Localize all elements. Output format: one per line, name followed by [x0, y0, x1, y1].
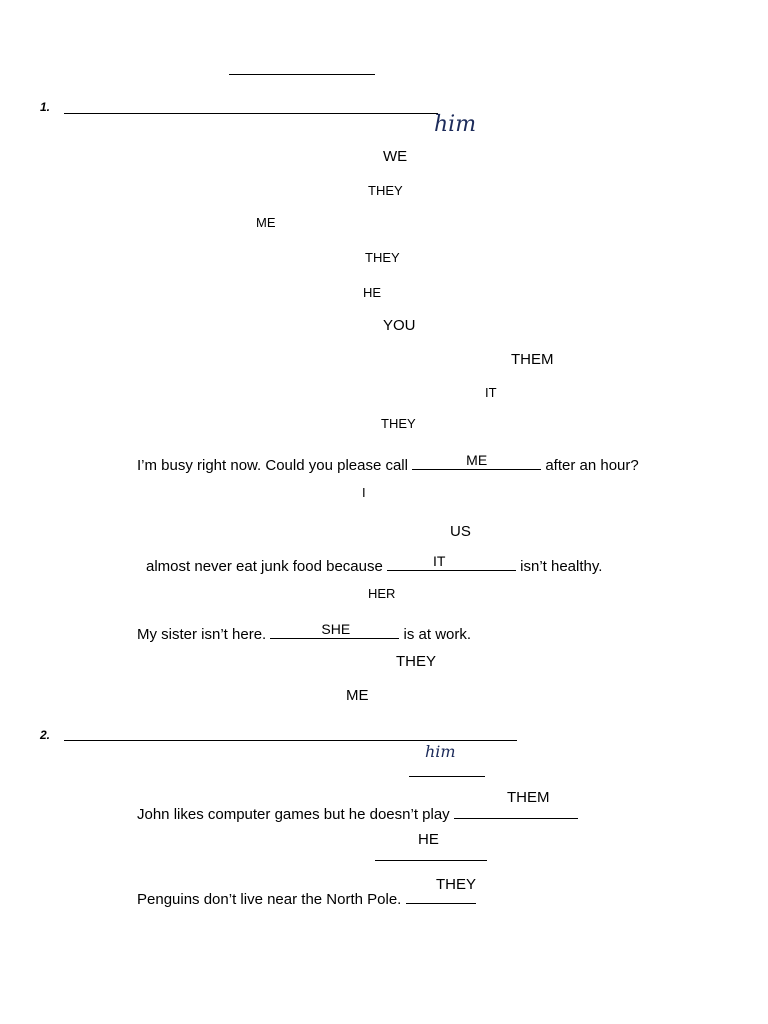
word-you: YOU: [383, 317, 416, 334]
blank-5[interactable]: [406, 890, 476, 904]
blank-4[interactable]: [454, 805, 578, 819]
question-2-line: [64, 740, 517, 741]
word-he-1: HE: [363, 285, 382, 300]
word-he-2: HE: [418, 831, 439, 848]
blank-1[interactable]: [412, 452, 541, 470]
blank-3-answer: SHE: [321, 621, 351, 637]
word-us: US: [450, 523, 471, 540]
sentence-3-before: My sister isn’t here.: [137, 626, 271, 643]
word-i: I: [362, 485, 366, 500]
sentence-1: [137, 452, 639, 474]
sentence-2: [146, 553, 603, 575]
word-me-1: ME: [256, 215, 276, 230]
blank-2[interactable]: [387, 553, 516, 571]
section-2-short-line-2: [375, 860, 487, 861]
sentence-2-after: isn’t healthy.: [515, 558, 603, 575]
word-they-4: THEY: [396, 653, 437, 670]
sentence-5: [137, 890, 476, 907]
blank-3[interactable]: [270, 621, 399, 639]
word-them-2: THEM: [507, 789, 550, 806]
sentence-1-before: I’m busy right now. Could you please call: [137, 457, 413, 474]
word-her: HER: [368, 586, 396, 601]
word-they-3: THEY: [381, 416, 416, 431]
word-they-1: THEY: [368, 183, 403, 198]
word-it-1: IT: [485, 385, 497, 400]
question-number-2: 2.: [40, 728, 51, 742]
question-1-line: [64, 113, 438, 114]
sentence-4: [137, 805, 578, 822]
word-they-2: THEY: [365, 250, 400, 265]
word-them-1: THEM: [511, 351, 554, 368]
word-they-5: THEY: [436, 876, 477, 893]
word-me-2: ME: [346, 687, 369, 704]
blank-2-answer: IT: [432, 553, 446, 569]
sentence-3: [137, 621, 472, 643]
sentence-2-before: almost never eat junk food because: [146, 558, 387, 575]
word-we: WE: [383, 148, 408, 165]
blank-1-answer: ME: [466, 452, 488, 468]
sentence-3-after: is at work.: [399, 626, 472, 643]
handwritten-answer-2: him: [425, 742, 456, 761]
title-line: [229, 74, 375, 75]
sentence-5-before: Penguins don’t live near the North Pole.: [137, 891, 406, 908]
handwritten-answer-1: him: [434, 112, 477, 137]
section-2-short-line-1: [409, 776, 485, 777]
sentence-4-before: John likes computer games but he doesn’t play: [137, 806, 454, 823]
sentence-1-after: after an hour?: [541, 457, 639, 474]
question-number-1: 1.: [40, 100, 51, 114]
